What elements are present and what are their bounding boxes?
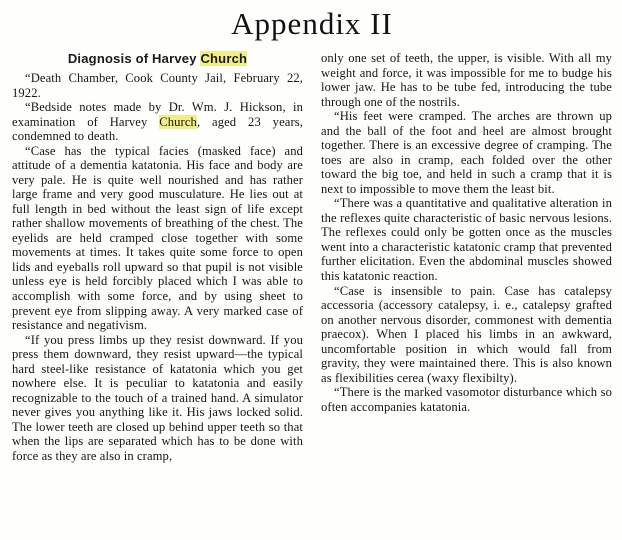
paragraph [12,333,303,464]
left-column-text [12,71,303,463]
paragraph [12,71,303,100]
text-segment: “There was a quantitative and qualitative alteration in the reflexes quite characteristic of basic nervous lesions. The reflexes could only be gotten once as the muscles went into a characteristic katatonic cramp that prevented further elicitation. Even the abdominal muscles showed this katatonic reaction. [321,196,612,283]
text-segment: “If you press limbs up they resist downward. If you press them downward, they resist upward—the typical hard steel-like resistance of katatonia which you get nowhere else. It is peculiar to katatonia and easily recognizable to the touch of a trained hand. A simulator never gives you anything like it. His jaws locked solid. The lower teeth are closed up behind upper teeth so that when the lips are separated which has to be done with force as they are also in cramp, [12,332,303,463]
text-segment: “Death Chamber, Cook County Jail, February 22, 1922. [12,71,303,100]
paragraph [321,196,612,283]
paragraph [321,109,612,196]
paragraph [12,144,303,333]
paragraph [12,100,303,144]
paragraph [321,385,612,414]
text-segment: “Bedside notes made by Dr. Wm. J. Hickson, in examination of Harvey [12,100,303,129]
text-segment: “His feet were cramped. The arches are thrown up and the ball of the foot and heel are almost brought together. There is an excessive degree of cramping. The toes are also in cramp, each folded over the other toward the big toe, and held in such a cramp that it is next to impossible to move them the least bit. [321,109,612,196]
highlighted-text: Church [159,114,197,129]
two-column-text [12,51,612,463]
highlighted-text: Church [200,51,248,66]
page-title: Appendix II [231,6,393,41]
paragraph [321,51,612,109]
right-column [321,51,612,414]
text-segment: “Case is insensible to pain. Case has catalepsy accessoria (accessory catalepsy, i. e., catalepsy grafted on another nervous disorder, commonest with dementia praecox). When I placed his limbs in an awkward, uncomfortable position in which would fall from gravity, they were maintained there. This is also known as flexibilities cerea (waxy flexibilty). [321,283,612,385]
text-segment: Diagnosis of Harvey [67,51,201,66]
text-segment: “There is the marked vasomotor disturbance which so often accompanies katatonia. [321,385,612,414]
right-column-text [321,51,612,414]
text-segment: , aged 23 years, condemned to death. [12,114,304,144]
left-column [12,51,303,463]
paragraph [321,284,612,386]
section-heading [12,51,303,66]
text-segment: “Case has the typical facies (masked face) and attitude of a dementia katatonia. His face and body are very pale. He is quite well nourished and has rather large frame and very good musculature. He lies out at full length in bed without the least sign of life except rather shallow movements of breathing of the chest. The eyelids are held cramped close together with some movements at times. It takes quite some force to open lids and eyeballs roll upward so that pupil is not visible unless eye is held forcibly placed which I was able to accomplish with some force, and by using sheet to prevent eye from slipping away. A very marked case of resistance and negativism. [12,143,303,333]
text-segment: only one set of teeth, the upper, is visible. With all my weight and force, it was impossible for me to budge his lower jaw. He has to be tube fed, introducing the tube through one of the nostrils. [321,51,612,109]
